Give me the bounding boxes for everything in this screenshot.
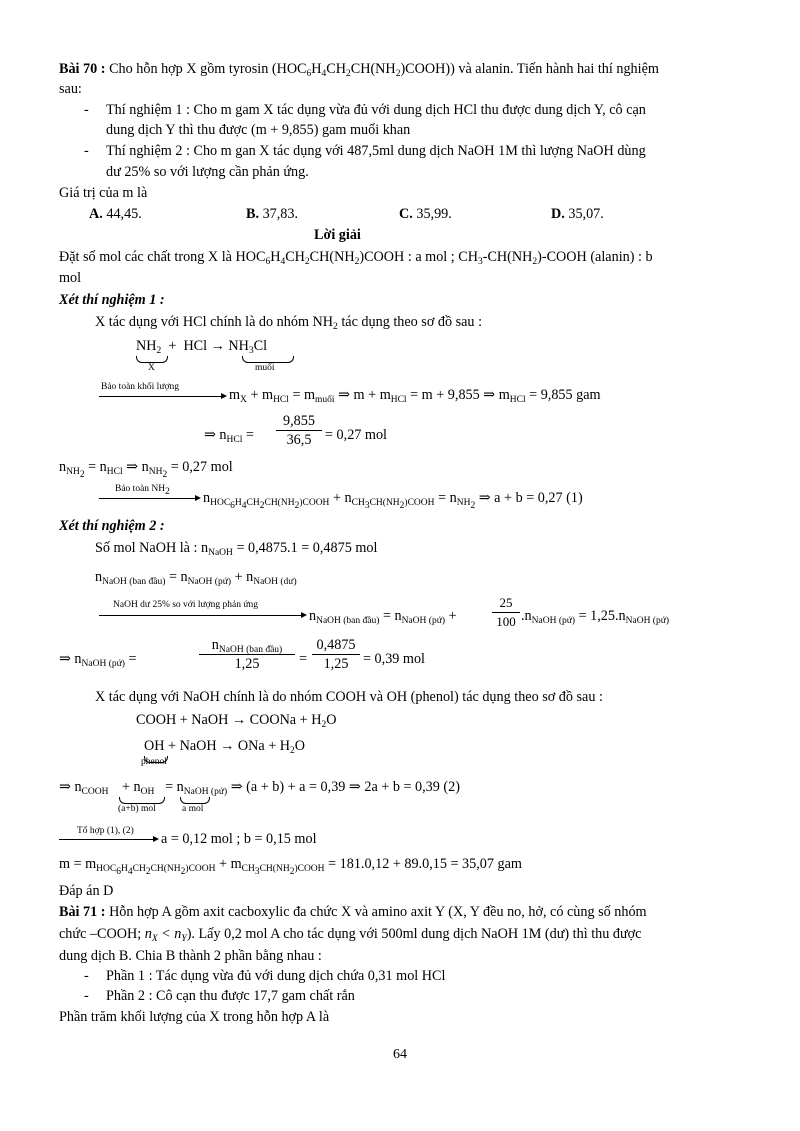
bullet: - [84,988,89,1004]
brace [242,356,294,363]
eq-ab: a = 0,12 mol ; b = 0,15 mol [161,831,317,847]
label-a-mol: a mol [182,804,204,814]
reaction-oh: OH + NaOH → ONa + $H_2O$ [144,738,306,756]
arrow-head [153,836,159,842]
arrow-head [301,612,307,618]
fraction-25-100: $\frac{25}{100}$ [492,594,520,631]
option-c: C. 35,99. [399,206,452,222]
eq-naoh-pu-left: ⇒ $n_{NaOH (pứ)}$ = [59,651,137,669]
label-ab-mol: (a+b) mol [118,804,156,814]
brace [119,797,165,804]
bai71-line3: dung dịch B. Chia B thành 2 phần bằng nhau : [59,948,322,964]
reaction-cooh: COOH + NaOH → COONa + $H_2O$ [136,712,337,730]
brace [180,797,210,804]
option-d: D. 35,07. [551,206,604,222]
solution-heading: Lời giải [314,227,361,243]
bai71-question: Phần trăm khối lượng của X trong hỗn hợp A là [59,1009,330,1025]
bai71-title: Bài 71 : [59,904,106,920]
option-a: A. 44,45. [89,206,142,222]
bai70-intro-cont: sau: [59,81,82,97]
eq-039: = 0,39 mol [363,651,425,667]
arrow-label-bt-khoi-luong: Bảo toàn khối lượng [101,382,179,392]
eq-nnh2: $n_{NH_2} = n_{HCl}$ ⇒ $n_{NH_2} = 0,27$ mol [59,459,233,480]
fraction-nhcl: $\frac{9,855}{36,5}$ [276,412,322,449]
arrow-label-du25: NaOH dư 25% so với lượng phản ứng [113,600,259,610]
eq-nhcl-left: ⇒ $n_{HCl}$ = [204,427,254,445]
arrow [59,839,155,840]
question-text: Giá trị của m là [59,185,148,201]
bai71-part1: Phần 1 : Tác dụng vừa đủ với dung dịch chứa 0,31 mol HCl [106,968,446,984]
page-number: 64 [393,1047,407,1062]
bai71-line1: Bài 71 : Hỗn hợp A gồm axit cacboxylic đa chức X và amino axit Y (X, Y đều no, hở, có cùng số nhóm [59,904,647,920]
answer: Đáp án D [59,883,114,899]
tn2-line1: Thí nghiệm 2 : Cho m gan X tác dụng với 487,5ml dung dịch NaOH 1M thì lượng NaOH dùng [106,143,646,159]
bullet: - [84,143,89,159]
eq-1: $n_{HOC_6H_4CH_2CH(NH_2)COOH} + n_{CH_3CH(NH_2)COOH} = n_{NH_2}$ ⇒ a + b = 0,27 (1) [203,490,583,511]
eq-nh2-hcl: $NH_2$ + HCl → $NH_3Cl$ [136,338,268,356]
bullet: - [84,102,89,118]
set-variables: Đặt số mol các chất trong X là $HOC_6H_4CH_2CH(NH_2)COOH$ : a mol ; $CH_3-CH(NH_2)$-COOH (alanin) : b [59,249,653,267]
arrow-label-bt-nh2: Bảo toàn $NH_2$ [115,484,170,497]
naoh-react-text: X tác dụng với NaOH chính là do nhóm COOH và OH (phenol) tác dụng theo sơ đồ sau : [95,689,603,705]
arrow [99,498,197,499]
eq-mass-balance: $m_X + m_{HCl} = m_{muối}$ ⇒ $m + m_{HCl} = m + 9,855$ ⇒ $m_{HCl} = 9,855$ gam [229,387,601,405]
label-phenol: phenol [141,757,167,767]
tn1-line1: Thí nghiệm 1 : Cho m gam X tác dụng vừa đủ với dung dịch HCl thu được dung dịch Y, cô cạn [106,102,646,118]
arrow-head [195,495,201,501]
eq-naoh-sum: $n_{NaOH (ban đầu)} = n_{NaOH (pứ)} + n_{NaOH (dư)}$ [95,569,297,587]
bullet: - [84,968,89,984]
brace [136,356,168,363]
arrow [99,615,303,616]
tn2-line2: dư 25% so với lượng cần phản ứng. [106,164,309,180]
bai70-title: Bài 70 : [59,61,106,77]
eq-2: ⇒ $n_{COOH} + n_{OH} = n_{NaOH (pứ)}$ ⇒ (a + b) + a = 0,39 ⇒ 2a + b = 0,39 (2) [59,779,460,797]
tn1-explain: X tác dụng với HCl chính là do nhóm $NH_2$ tác dụng theo sơ đồ sau : [95,314,483,332]
eq-m: $m = m_{HOC_6H_4CH_2CH(NH_2)COOH} + m_{CH_3CH(NH_2)COOH} = 181.0,12 + 89.0,15 = 35,07$ gam [59,856,522,877]
bai71-part2: Phần 2 : Cô cạn thu được 17,7 gam chất rắn [106,988,355,1004]
naoh-moles: Số mol NaOH là : $n_{NaOH} = 0,4875.1 = 0,4875$ mol [95,540,378,558]
bai71-line2: chức –COOH; $n_X < n_Y$). Lấy 0,2 mol A cho tác dụng với 500ml dung dịch NaOH 1M (dư) thì thu được [59,926,642,944]
fraction-naoh-ban-dau: $n_{NaOH (ban đầu)}$ 1,25 [199,636,295,673]
arrow [99,396,223,397]
tn2-heading: Xét thí nghiệm 2 : [59,518,165,534]
set-variables-cont: mol [59,270,82,286]
eq-nhcl-result: = 0,27 mol [325,427,387,443]
arrow-head [221,393,227,399]
tn1-heading: Xét thí nghiệm 1 : [59,292,165,308]
tn1-line2: dung dịch Y thì thu được (m + 9,855) gam muối khan [106,122,411,138]
option-b: B. 37,83. [246,206,299,222]
eq-du25-right: $.n_{NaOH (pứ)} = 1,25.n_{NaOH (pứ)}$ [521,608,670,626]
fraction-04875: $\frac{0,4875}{1,25}$ [312,636,360,673]
arrow-label-to-hop: Tổ hợp (1), (2) [77,826,134,836]
eq-du25: $n_{NaOH (ban đầu)} = n_{NaOH (pứ)}$ + [309,608,457,626]
label-x: X [148,363,155,373]
label-muoi: muối [255,363,275,373]
bai70-intro: Bài 70 : Cho hỗn hợp X gồm tyrosin $(HOC_6H_4CH_2CH(NH_2)COOH)$) và alanin. Tiến hành hai thí nghiệm [59,61,659,79]
equals: = [299,651,308,667]
